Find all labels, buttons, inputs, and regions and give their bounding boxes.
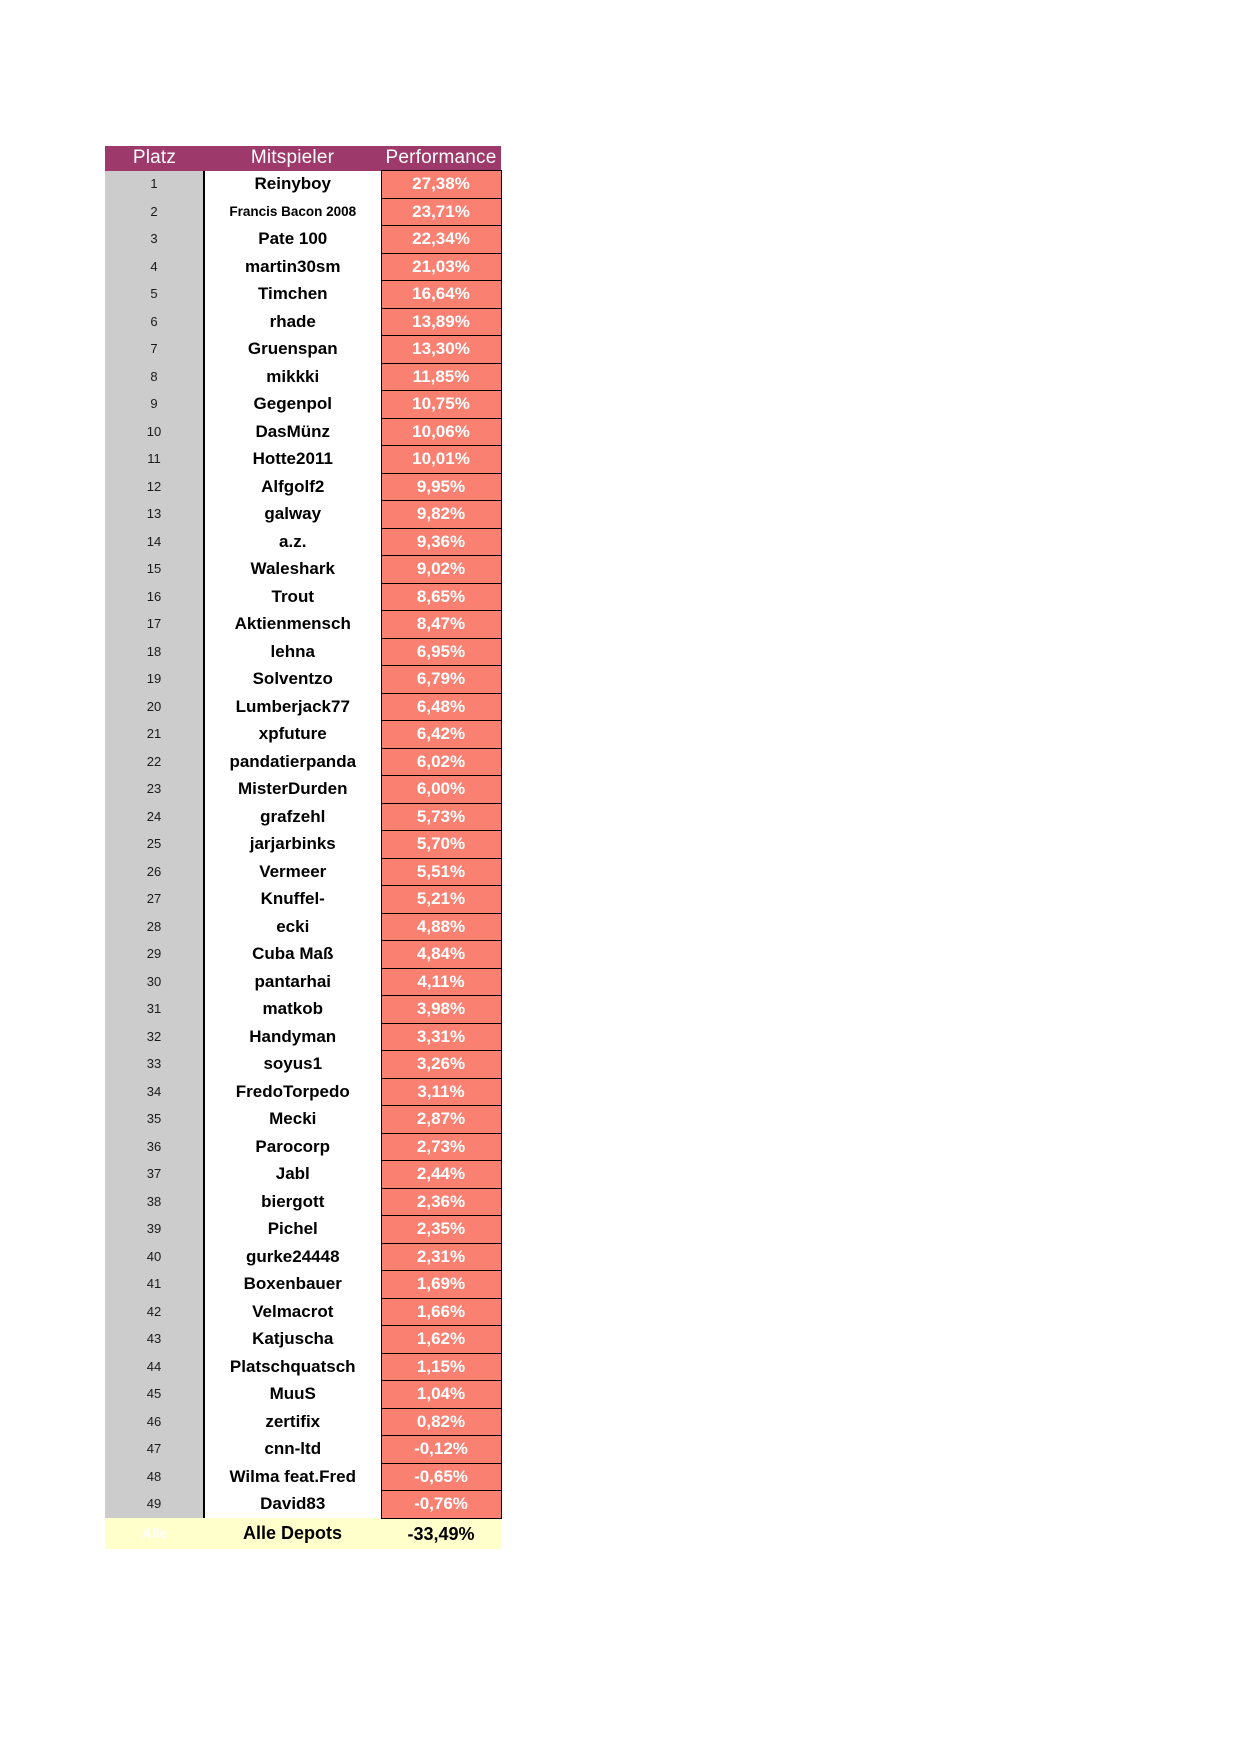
performance-ranking-table (105, 146, 502, 1549)
cell-performance: 9,02% (381, 556, 501, 584)
table-row (105, 1051, 501, 1079)
cell-platz: 22 (105, 748, 204, 776)
total-label-name: Alle Depots (204, 1518, 381, 1549)
table-row (105, 1133, 501, 1161)
cell-mitspieler: Alfgolf2 (204, 473, 381, 501)
cell-platz: 8 (105, 363, 204, 391)
cell-mitspieler: Handyman (204, 1023, 381, 1051)
total-row (105, 1518, 501, 1549)
cell-mitspieler: zertifix (204, 1408, 381, 1436)
cell-mitspieler: Pate 100 (204, 226, 381, 254)
cell-platz: 16 (105, 583, 204, 611)
cell-platz: 40 (105, 1243, 204, 1271)
cell-performance: 21,03% (381, 253, 501, 281)
table-row (105, 501, 501, 529)
cell-platz: 49 (105, 1491, 204, 1519)
table-row (105, 171, 501, 199)
table-row (105, 1271, 501, 1299)
cell-platz: 21 (105, 721, 204, 749)
cell-performance: 9,36% (381, 528, 501, 556)
table-row (105, 1078, 501, 1106)
table-row (105, 1326, 501, 1354)
table-row (105, 583, 501, 611)
cell-performance: 10,75% (381, 391, 501, 419)
table-row (105, 198, 501, 226)
total-label-platz: Alle (105, 1518, 204, 1549)
header-row (105, 146, 501, 171)
cell-performance: 3,26% (381, 1051, 501, 1079)
cell-performance: 13,89% (381, 308, 501, 336)
cell-platz: 6 (105, 308, 204, 336)
table-row (105, 858, 501, 886)
table-row (105, 556, 501, 584)
cell-performance: 6,02% (381, 748, 501, 776)
cell-performance: 6,48% (381, 693, 501, 721)
cell-mitspieler: Wilma feat.Fred (204, 1463, 381, 1491)
cell-mitspieler: MisterDurden (204, 776, 381, 804)
table-row (105, 363, 501, 391)
cell-platz: 13 (105, 501, 204, 529)
cell-mitspieler: Knuffel- (204, 886, 381, 914)
table-row (105, 1243, 501, 1271)
table-row (105, 1161, 501, 1189)
cell-mitspieler: pandatierpanda (204, 748, 381, 776)
cell-mitspieler: Aktienmensch (204, 611, 381, 639)
table-row (105, 611, 501, 639)
cell-platz: 46 (105, 1408, 204, 1436)
cell-platz: 15 (105, 556, 204, 584)
table-row (105, 446, 501, 474)
cell-platz: 34 (105, 1078, 204, 1106)
cell-platz: 38 (105, 1188, 204, 1216)
cell-mitspieler: jarjarbinks (204, 831, 381, 859)
cell-platz: 37 (105, 1161, 204, 1189)
cell-performance: 11,85% (381, 363, 501, 391)
cell-platz: 2 (105, 198, 204, 226)
cell-platz: 24 (105, 803, 204, 831)
table-row (105, 886, 501, 914)
column-header-platz: Platz (105, 146, 204, 171)
cell-mitspieler: Timchen (204, 281, 381, 309)
cell-platz: 33 (105, 1051, 204, 1079)
table-row (105, 418, 501, 446)
table-row (105, 336, 501, 364)
table-row (105, 1216, 501, 1244)
table-row (105, 776, 501, 804)
cell-mitspieler: MuuS (204, 1381, 381, 1409)
cell-mitspieler: rhade (204, 308, 381, 336)
cell-mitspieler: Jabl (204, 1161, 381, 1189)
table-row (105, 308, 501, 336)
cell-performance: 23,71% (381, 198, 501, 226)
cell-platz: 9 (105, 391, 204, 419)
cell-platz: 30 (105, 968, 204, 996)
cell-performance: 6,00% (381, 776, 501, 804)
cell-performance: 8,65% (381, 583, 501, 611)
table-row (105, 1106, 501, 1134)
table-header (105, 146, 501, 171)
table-row (105, 253, 501, 281)
cell-performance: 0,82% (381, 1408, 501, 1436)
cell-mitspieler: martin30sm (204, 253, 381, 281)
cell-performance: 6,42% (381, 721, 501, 749)
cell-platz: 44 (105, 1353, 204, 1381)
cell-platz: 4 (105, 253, 204, 281)
cell-performance: 22,34% (381, 226, 501, 254)
table-row (105, 941, 501, 969)
cell-platz: 23 (105, 776, 204, 804)
cell-mitspieler: DasMünz (204, 418, 381, 446)
cell-mitspieler: Pichel (204, 1216, 381, 1244)
table-body (105, 171, 501, 1549)
table-row (105, 473, 501, 501)
cell-platz: 25 (105, 831, 204, 859)
cell-mitspieler: Gruenspan (204, 336, 381, 364)
cell-mitspieler: Platschquatsch (204, 1353, 381, 1381)
table-row (105, 1188, 501, 1216)
cell-mitspieler: Katjuscha (204, 1326, 381, 1354)
cell-performance: -0,12% (381, 1436, 501, 1464)
table-row (105, 1436, 501, 1464)
cell-platz: 42 (105, 1298, 204, 1326)
table-row (105, 968, 501, 996)
cell-performance: 8,47% (381, 611, 501, 639)
cell-platz: 31 (105, 996, 204, 1024)
cell-platz: 5 (105, 281, 204, 309)
table-row (105, 1353, 501, 1381)
table-row (105, 748, 501, 776)
cell-performance: 9,95% (381, 473, 501, 501)
cell-mitspieler: Mecki (204, 1106, 381, 1134)
cell-platz: 26 (105, 858, 204, 886)
total-value-performance: -33,49% (381, 1518, 501, 1549)
table-row (105, 1298, 501, 1326)
table-row (105, 281, 501, 309)
cell-mitspieler: FredoTorpedo (204, 1078, 381, 1106)
cell-platz: 1 (105, 171, 204, 199)
table-row (105, 803, 501, 831)
cell-mitspieler: xpfuture (204, 721, 381, 749)
cell-performance: 2,73% (381, 1133, 501, 1161)
cell-mitspieler: Boxenbauer (204, 1271, 381, 1299)
cell-platz: 48 (105, 1463, 204, 1491)
cell-platz: 45 (105, 1381, 204, 1409)
table-row (105, 996, 501, 1024)
cell-performance: 27,38% (381, 171, 501, 199)
cell-mitspieler: Waleshark (204, 556, 381, 584)
cell-platz: 7 (105, 336, 204, 364)
cell-mitspieler: lehna (204, 638, 381, 666)
cell-platz: 41 (105, 1271, 204, 1299)
cell-mitspieler: gurke24448 (204, 1243, 381, 1271)
cell-mitspieler: Velmacrot (204, 1298, 381, 1326)
cell-performance: 1,62% (381, 1326, 501, 1354)
cell-mitspieler: matkob (204, 996, 381, 1024)
cell-performance: 6,79% (381, 666, 501, 694)
cell-mitspieler: cnn-ltd (204, 1436, 381, 1464)
cell-platz: 47 (105, 1436, 204, 1464)
ranking-table-container (105, 146, 501, 1549)
cell-mitspieler: Cuba Maß (204, 941, 381, 969)
cell-performance: 1,15% (381, 1353, 501, 1381)
cell-performance: -0,76% (381, 1491, 501, 1519)
cell-performance: 1,69% (381, 1271, 501, 1299)
cell-mitspieler: Parocorp (204, 1133, 381, 1161)
cell-performance: 4,11% (381, 968, 501, 996)
cell-platz: 35 (105, 1106, 204, 1134)
cell-platz: 19 (105, 666, 204, 694)
cell-performance: 5,21% (381, 886, 501, 914)
cell-performance: 5,51% (381, 858, 501, 886)
table-row (105, 391, 501, 419)
table-row (105, 638, 501, 666)
cell-mitspieler: Solventzo (204, 666, 381, 694)
cell-performance: 2,44% (381, 1161, 501, 1189)
cell-performance: 10,06% (381, 418, 501, 446)
table-row (105, 693, 501, 721)
cell-performance: 3,11% (381, 1078, 501, 1106)
table-row (105, 528, 501, 556)
cell-mitspieler: biergott (204, 1188, 381, 1216)
cell-platz: 29 (105, 941, 204, 969)
table-row (105, 1463, 501, 1491)
cell-mitspieler: Hotte2011 (204, 446, 381, 474)
cell-performance: 2,36% (381, 1188, 501, 1216)
table-row (105, 721, 501, 749)
column-header-performance: Performance (381, 146, 501, 171)
cell-mitspieler: Gegenpol (204, 391, 381, 419)
cell-platz: 27 (105, 886, 204, 914)
cell-performance: 2,31% (381, 1243, 501, 1271)
cell-mitspieler: pantarhai (204, 968, 381, 996)
table-row (105, 1408, 501, 1436)
cell-performance: 13,30% (381, 336, 501, 364)
table-row (105, 1381, 501, 1409)
cell-performance: 2,87% (381, 1106, 501, 1134)
cell-mitspieler: Vermeer (204, 858, 381, 886)
cell-performance: 5,70% (381, 831, 501, 859)
cell-performance: 10,01% (381, 446, 501, 474)
cell-platz: 43 (105, 1326, 204, 1354)
cell-platz: 17 (105, 611, 204, 639)
cell-mitspieler: Francis Bacon 2008 (204, 198, 381, 226)
cell-platz: 36 (105, 1133, 204, 1161)
cell-platz: 10 (105, 418, 204, 446)
cell-performance: -0,65% (381, 1463, 501, 1491)
cell-mitspieler: soyus1 (204, 1051, 381, 1079)
cell-mitspieler: grafzehl (204, 803, 381, 831)
cell-platz: 14 (105, 528, 204, 556)
cell-performance: 6,95% (381, 638, 501, 666)
cell-platz: 11 (105, 446, 204, 474)
table-row (105, 1491, 501, 1519)
cell-platz: 32 (105, 1023, 204, 1051)
cell-platz: 18 (105, 638, 204, 666)
cell-platz: 28 (105, 913, 204, 941)
cell-mitspieler: Reinyboy (204, 171, 381, 199)
cell-performance: 16,64% (381, 281, 501, 309)
cell-performance: 1,66% (381, 1298, 501, 1326)
cell-performance: 4,84% (381, 941, 501, 969)
cell-mitspieler: a.z. (204, 528, 381, 556)
table-row (105, 226, 501, 254)
cell-platz: 12 (105, 473, 204, 501)
cell-mitspieler: Trout (204, 583, 381, 611)
cell-performance: 9,82% (381, 501, 501, 529)
cell-platz: 3 (105, 226, 204, 254)
cell-performance: 4,88% (381, 913, 501, 941)
table-row (105, 913, 501, 941)
cell-mitspieler: David83 (204, 1491, 381, 1519)
cell-performance: 3,31% (381, 1023, 501, 1051)
column-header-mitspieler: Mitspieler (204, 146, 381, 171)
cell-mitspieler: ecki (204, 913, 381, 941)
cell-performance: 1,04% (381, 1381, 501, 1409)
cell-mitspieler: Lumberjack77 (204, 693, 381, 721)
cell-performance: 5,73% (381, 803, 501, 831)
cell-platz: 20 (105, 693, 204, 721)
table-row (105, 666, 501, 694)
cell-performance: 2,35% (381, 1216, 501, 1244)
cell-mitspieler: galway (204, 501, 381, 529)
cell-platz: 39 (105, 1216, 204, 1244)
cell-performance: 3,98% (381, 996, 501, 1024)
table-row (105, 831, 501, 859)
table-row (105, 1023, 501, 1051)
cell-mitspieler: mikkki (204, 363, 381, 391)
